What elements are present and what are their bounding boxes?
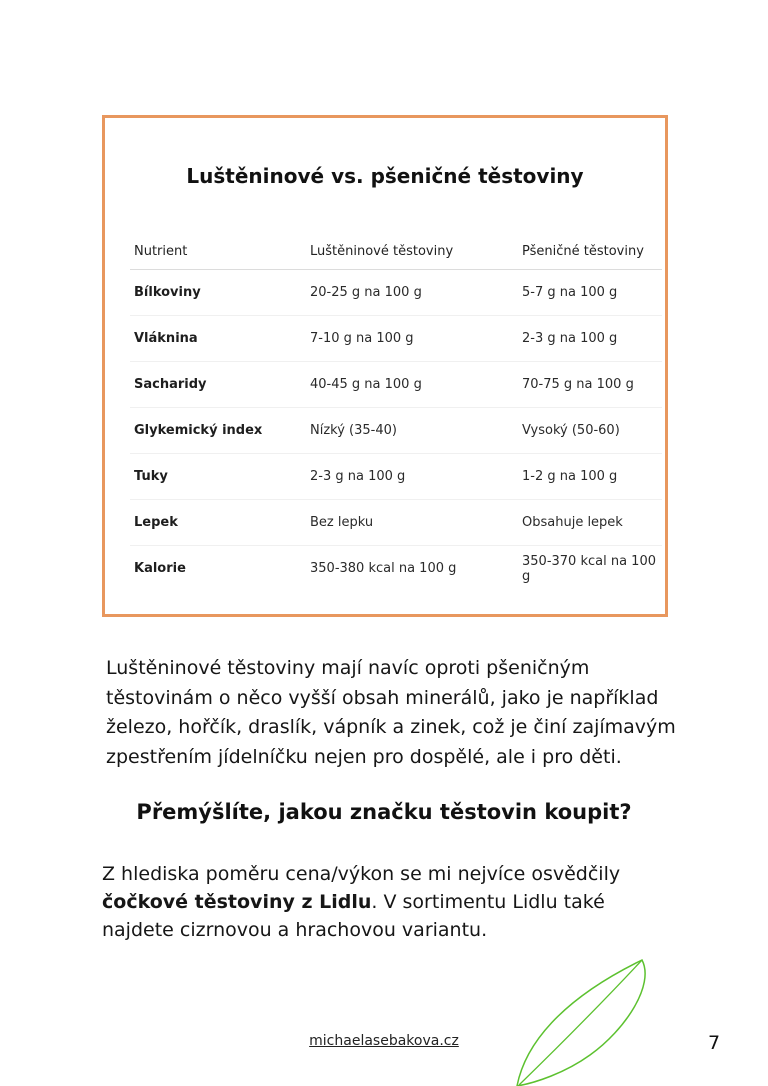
- recommendation-bold: čočkové těstoviny z Lidlu: [102, 891, 372, 913]
- row-wheat-value: Vysoký (50-60): [518, 408, 662, 454]
- row-nutrient: Kalorie: [134, 561, 186, 576]
- row-nutrient: Tuky: [130, 454, 306, 500]
- table-row: [130, 454, 662, 500]
- row-legume-value: 2-3 g na 100 g: [306, 454, 518, 500]
- header-legume-pasta: Luštěninové těstoviny: [306, 233, 518, 270]
- recommendation-text-start: Z hlediska poměru cena/výkon se mi nejvíce osvědčily: [102, 863, 621, 885]
- row-nutrient: Vláknina: [130, 316, 306, 362]
- recommendation-text-end: . V sortimentu Lidlu také najdete cizrnovou a hrachovou variantu.: [102, 891, 605, 941]
- row-legume-value: 40-45 g na 100 g: [306, 362, 518, 408]
- comparison-card: [102, 115, 668, 617]
- row-nutrient: Lepek: [130, 500, 306, 546]
- row-legume-value: Nízký (35-40): [306, 408, 518, 454]
- table-row: [130, 316, 662, 362]
- table-row: [130, 362, 662, 408]
- website-link[interactable]: michaelasebakova.cz: [309, 1033, 459, 1049]
- row-wheat-value: 2-3 g na 100 g: [518, 316, 662, 362]
- row-legume-value: 350-380 kcal na 100 g: [310, 561, 457, 576]
- section-heading: Přemýšlíte, jakou značku těstovin koupit?: [136, 800, 632, 824]
- minerals-paragraph: Luštěninové těstoviny mají navíc oproti pšeničným těstovinám o něco vyšší obsah minerálů, jako je například železo, hořčík, draslík, vápník a zinek, což je činí zajímavým zpestřením jídelníčku nejen pro dospělé, ale i pro děti.: [106, 657, 676, 768]
- row-legume-value: Bez lepku: [306, 500, 518, 546]
- row-wheat-value: 5-7 g na 100 g: [518, 270, 662, 316]
- row-nutrient: Glykemický index: [130, 408, 306, 454]
- table-row: [130, 408, 662, 454]
- nutrition-table: [130, 233, 662, 591]
- row-wheat-value: 1-2 g na 100 g: [518, 454, 662, 500]
- table-row: [130, 500, 662, 546]
- row-wheat-value: 70-75 g na 100 g: [518, 362, 662, 408]
- header-wheat-pasta: Pšeničné těstoviny: [518, 233, 662, 270]
- card-title: Luštěninové vs. pšeničné těstoviny: [186, 164, 584, 188]
- row-nutrient: Bílkoviny: [130, 270, 306, 316]
- row-wheat-value: 350-370 kcal na 100 g: [522, 553, 656, 584]
- leaf-icon: [505, 955, 655, 1086]
- row-legume-value: 7-10 g na 100 g: [306, 316, 518, 362]
- row-wheat-value: Obsahuje lepek: [518, 500, 662, 546]
- table-header-row: [130, 233, 662, 270]
- page-number: 7: [708, 1032, 721, 1054]
- row-legume-value: 20-25 g na 100 g: [306, 270, 518, 316]
- table-row: [130, 546, 662, 592]
- table-row: [130, 270, 662, 316]
- recommendation-paragraph: [102, 860, 662, 944]
- row-nutrient: Sacharidy: [130, 362, 306, 408]
- header-nutrient: Nutrient: [130, 233, 306, 270]
